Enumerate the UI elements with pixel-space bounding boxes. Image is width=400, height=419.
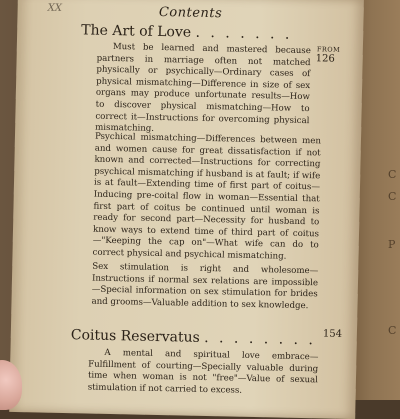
page-number: 154: [322, 328, 343, 340]
summary-paragraph: Must be learned and mastered because partners in marriage often not matched physically or psychically—Ordinary cases of physical mismatching—Difference in size of sex organs may produce unfortunate results—How to discover physical mismatching—How to correct it—Instructions for overcoming physical mismatching.: [95, 41, 311, 135]
chapter-title-text: The Art of Love: [81, 22, 192, 41]
summary-paragraph: Psychical mismatching—Differences between men and women cause for great dissatisfaction if not known and corrected—Instructions for correcting psychical mismatching if husband is at fault; if wife is at fault—Extending time of first part of coitus—Inducing pre-coital flow in woman—Essential that first part of coitus be continued until woman is ready for second part—Necessity for husband to know ways to extend time of third part of coitus—"Keeping the cap on"—What wife can do to correct physical and psychical mismatching.: [92, 131, 322, 262]
leader-dots: . . . . . . . .: [204, 329, 317, 349]
running-head: Contents: [158, 4, 223, 22]
chapter-title-art-of-love: [81, 22, 293, 42]
leader-dots: . . . . . . .: [195, 24, 293, 43]
summary-paragraph: A mental and spiritual love embrace—Fulfillment of courting—Specially valuable during time when woman is not "free"—Value of sexual stimulation if not carried to excess.: [87, 347, 319, 396]
page-from-label: FROM: [316, 45, 341, 54]
page-corner-mark: XX: [47, 2, 63, 14]
facing-page-char: C: [388, 190, 397, 203]
facing-page-char: C: [388, 324, 397, 337]
summary-paragraph: Sex stimulation is right and wholesome—Instructions if normal sex relations are impossible—Special information on sex stimulation for brides and grooms—Valuable addition to sex knowledge.: [91, 261, 319, 311]
book-page: [9, 0, 364, 419]
facing-page-char: P: [388, 238, 396, 251]
chapter-title-coitus-reservatus: [71, 327, 316, 348]
chapter-title-text: Coitus Reservatus: [70, 327, 200, 346]
facing-page-char: C: [388, 168, 397, 181]
page-number: 126: [315, 53, 335, 65]
